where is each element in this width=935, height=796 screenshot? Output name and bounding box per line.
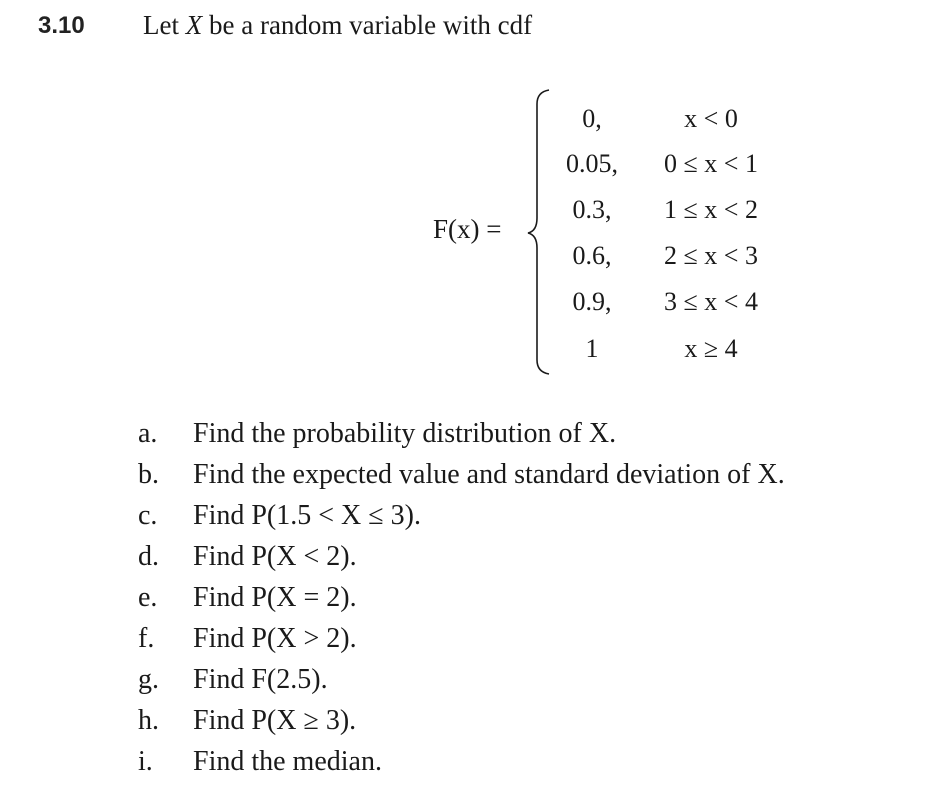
part-text: Find P(1.5 < X ≤ 3).	[193, 500, 421, 531]
part-text: Find F(2.5).	[193, 664, 328, 695]
case-condition: x < 0	[684, 104, 738, 133]
part-letter: f.	[138, 623, 155, 654]
problem-number: 3.10	[38, 12, 85, 39]
case-value: 0.3,	[572, 195, 612, 224]
problem-intro	[143, 10, 532, 41]
part-text: Find P(X = 2).	[193, 582, 357, 613]
case-value: 0.6,	[572, 241, 612, 270]
part-letter: a.	[138, 418, 158, 449]
part-letter: g.	[138, 664, 159, 695]
case-value: 0,	[582, 104, 602, 133]
case-condition: 1 ≤ x < 2	[664, 195, 758, 224]
part-text: Find the expected value and standard deviation of X.	[193, 459, 785, 490]
part-letter: i.	[138, 746, 153, 777]
cdf-label: F(x) =	[433, 214, 502, 244]
part-letter: b.	[138, 459, 159, 490]
part-text: Find the median.	[193, 746, 382, 777]
part-letter: d.	[138, 541, 159, 572]
part-text: Find the probability distribution of X.	[193, 418, 617, 449]
case-value: 1	[585, 334, 599, 363]
intro-suffix: be a random variable with cdf	[208, 10, 533, 40]
part-text: Find P(X ≥ 3).	[193, 705, 357, 736]
intro-prefix: Let	[143, 10, 179, 40]
case-condition: x ≥ 4	[684, 334, 738, 363]
part-letter: c.	[138, 500, 158, 531]
case-value: 0.05,	[566, 149, 618, 178]
part-text: Find P(X < 2).	[193, 541, 357, 572]
part-letter: h.	[138, 705, 159, 736]
case-condition: 0 ≤ x < 1	[664, 149, 758, 178]
intro-variable: X	[185, 10, 203, 40]
case-condition: 3 ≤ x < 4	[664, 287, 758, 316]
case-value: 0.9,	[572, 287, 612, 316]
part-text: Find P(X > 2).	[193, 623, 357, 654]
case-condition: 2 ≤ x < 3	[664, 241, 758, 270]
part-letter: e.	[138, 582, 158, 613]
